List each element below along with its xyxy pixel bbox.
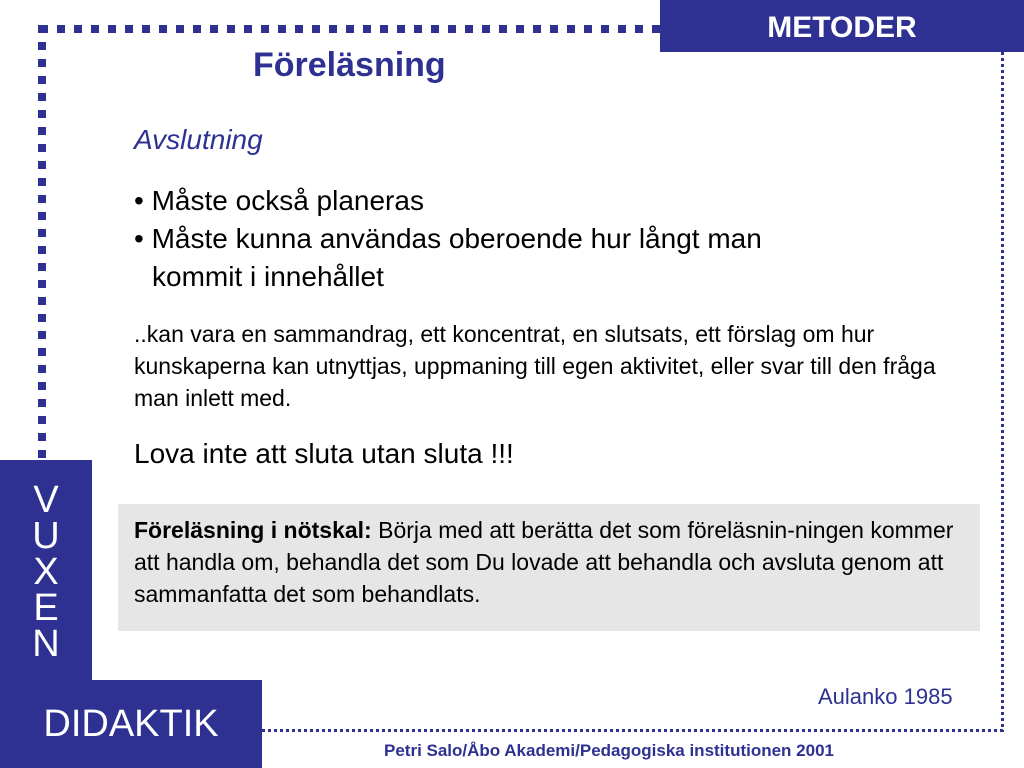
bullet-item: [134, 220, 984, 296]
bullet-item: [134, 182, 984, 220]
bullet-text-continuation: kommit i innehållet: [152, 261, 384, 292]
bullet-marker: •: [134, 185, 144, 216]
nutshell-box: [118, 504, 980, 631]
brand-letter: N: [32, 623, 60, 665]
frame-bottom-dotted-border: [262, 729, 1004, 732]
body-paragraph: ..kan vara en sammandrag, ett koncentrat, en slutsats, ett förslag om hur kunskaperna kan utnyttjas, uppmaning till egen aktivitet, eller svar till den fråga man inlett med.: [134, 321, 936, 411]
slide-subtitle: Avslutning: [134, 124, 263, 155]
footer-credit: Petri Salo/Åbo Akademi/Pedagogiska institutionen 2001: [384, 741, 834, 760]
source-citation: Aulanko 1985: [818, 684, 953, 709]
slide-title: Föreläsning: [253, 46, 446, 84]
nutshell-body: Börja med att berätta det som föreläsnin-ningen kommer att handla om, behandla det som Du lovade att behandla och avsluta genom att sammanfatta det som behandlats.: [134, 517, 954, 607]
brand-letter: U: [32, 515, 60, 557]
bullet-list: [134, 182, 984, 296]
bullet-text: Måste kunna användas oberoende hur långt man: [151, 223, 762, 254]
frame-right-dotted-border: [1001, 52, 1004, 732]
bullet-text: Måste också planeras: [151, 185, 424, 216]
section-label: METODER: [660, 0, 1024, 52]
frame-left-dotted-border: [38, 25, 46, 460]
nutshell-text: [134, 514, 979, 610]
brand-letter: E: [33, 587, 59, 629]
didaktik-brand: DIDAKTIK: [0, 680, 262, 768]
frame-top-dotted-border: [40, 25, 665, 33]
vuxen-letters: [0, 479, 92, 665]
bullet-marker: •: [134, 223, 144, 254]
brand-letter: V: [33, 479, 59, 521]
nutshell-label: Föreläsning i nötskal:: [134, 517, 372, 543]
brand-letter: X: [33, 551, 59, 593]
emphasis-statement: Lova inte att sluta utan sluta !!!: [134, 438, 514, 469]
